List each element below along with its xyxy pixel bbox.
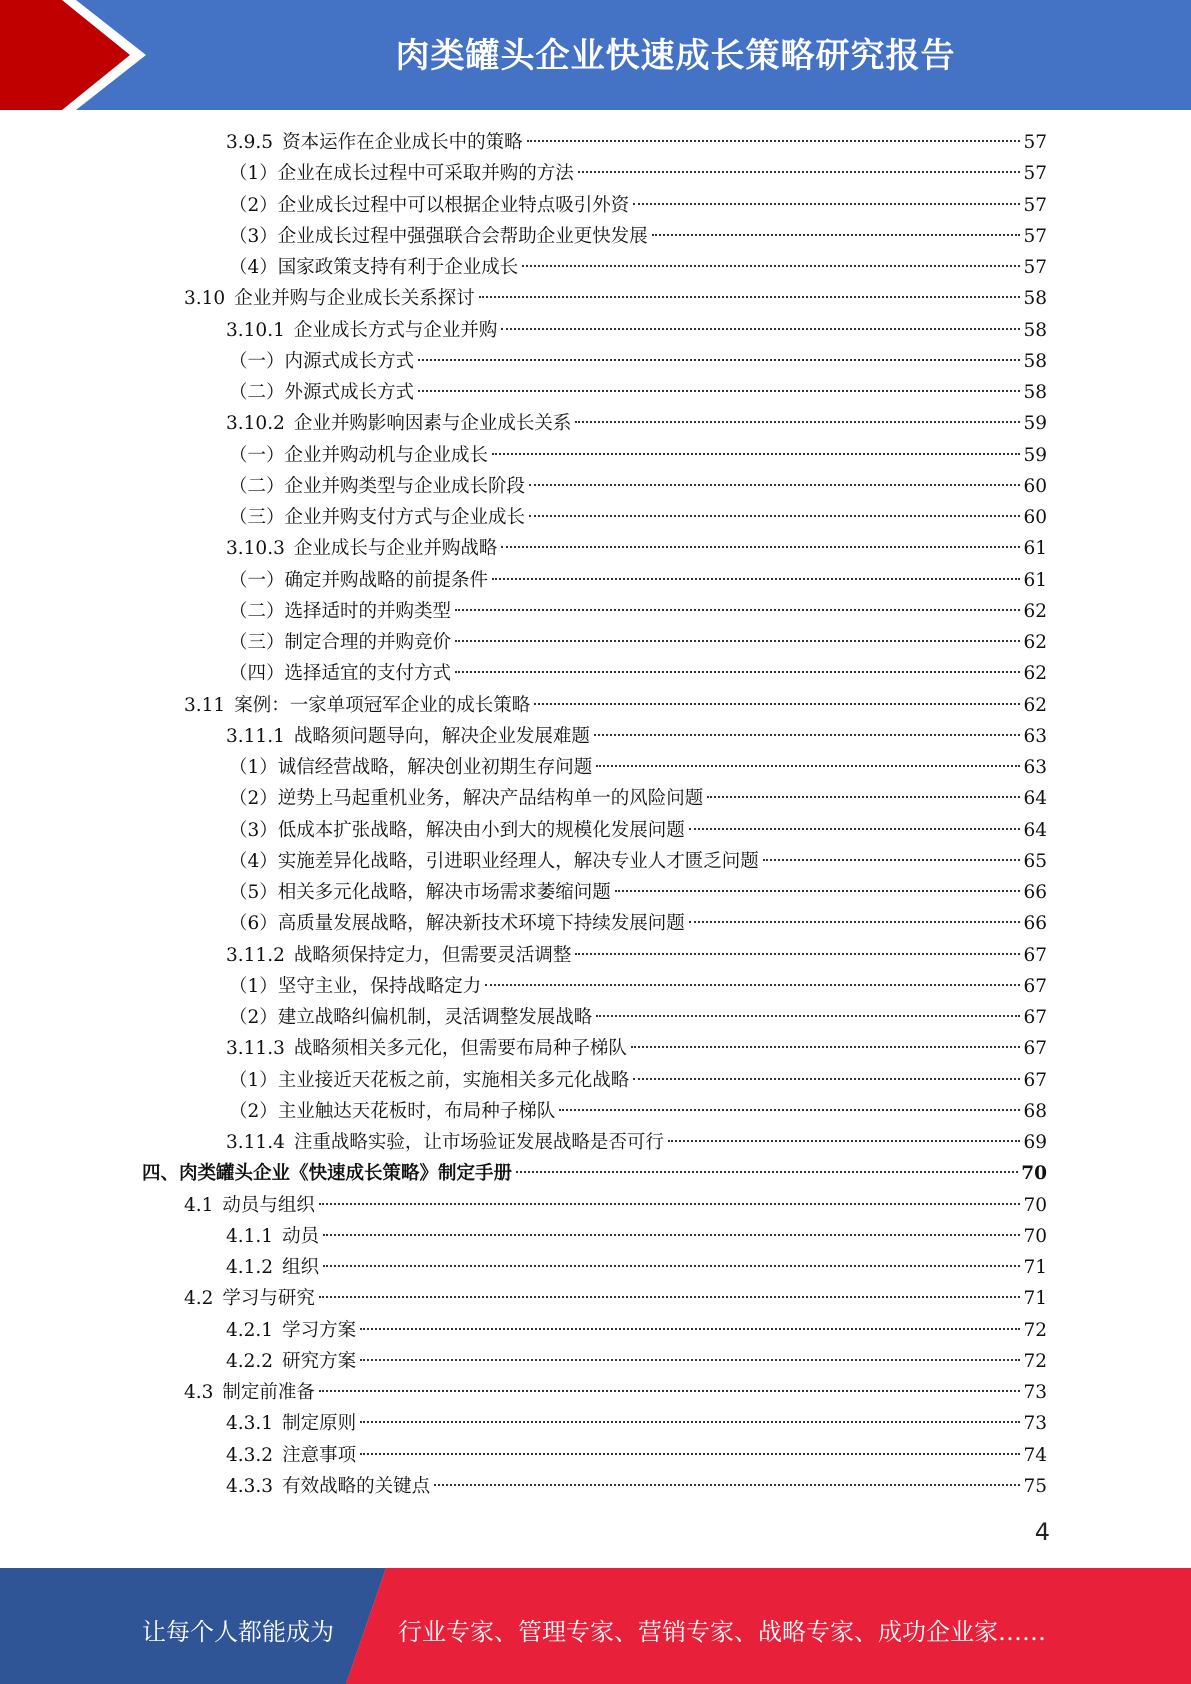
toc-entry-title: （3）低成本扩张战略，解决由小到大的规模化发展问题 (229, 819, 685, 841)
toc-dot-leader (559, 1109, 1020, 1111)
toc-entry-page: 58 (1023, 319, 1047, 341)
toc-dot-leader (689, 921, 1021, 923)
toc-entry[interactable] (229, 1066, 1047, 1096)
toc-entry-number: 4.2.2 (226, 1350, 274, 1372)
toc-dot-leader (418, 390, 1020, 392)
toc-entry-page: 60 (1023, 475, 1047, 497)
toc-dot-leader (516, 1171, 1018, 1173)
toc-entry[interactable] (226, 1409, 1047, 1439)
toc-entry-number: 4.3.1 (226, 1413, 274, 1435)
toc-entry-title: 资本运作在企业成长中的策略 (282, 132, 523, 153)
toc-entry-title: （5）相关多元化战略，解决市场需求萎缩问题 (229, 882, 611, 903)
toc-dot-leader (522, 265, 1020, 267)
toc-entry-title: 战略须问题导向，解决企业发展难题 (293, 725, 590, 747)
toc-entry-title: 组织 (282, 1257, 320, 1278)
toc-entry-number: 4.3 (184, 1382, 214, 1403)
toc-entry[interactable] (229, 878, 1047, 908)
toc-entry[interactable] (229, 1097, 1047, 1127)
toc-entry-page: 71 (1023, 1288, 1047, 1310)
toc-entry[interactable] (229, 597, 1047, 627)
toc-dot-leader (434, 1484, 1020, 1486)
toc-entry-title: 企业成长方式与企业并购 (293, 319, 498, 341)
toc-entry-title: （4）国家政策支持有利于企业成长 (229, 257, 519, 278)
toc-entry-number: 4.1 (184, 1194, 214, 1216)
toc-entry-title: （2）企业成长过程中可以根据企业特点吸引外资 (229, 194, 630, 216)
toc-dot-leader (492, 453, 1020, 455)
toc-dot-leader (575, 421, 1020, 423)
toc-entry-number: 3.11.2 (226, 944, 285, 966)
page-number: 4 (1034, 1518, 1050, 1546)
toc-entry-title: （2）逆势上马起重机业务，解决产品结构单一的风险问题 (229, 788, 704, 810)
toc-entry-number: 3.11.1 (226, 725, 285, 747)
toc-entry-number: 4.2.1 (226, 1319, 274, 1341)
toc-entry[interactable] (229, 472, 1047, 502)
toc-entry-number: 4.3.2 (226, 1444, 274, 1466)
toc-dot-leader (527, 140, 1021, 142)
toc-dot-leader (360, 1421, 1020, 1423)
toc-entry-page: 75 (1023, 1475, 1047, 1497)
toc-dot-leader (360, 1328, 1020, 1330)
toc-dot-leader (633, 203, 1020, 205)
toc-entry[interactable] (226, 128, 1047, 158)
toc-entry-page: 62 (1023, 694, 1047, 716)
toc-entry-page: 57 (1023, 225, 1047, 247)
toc-dot-leader (319, 1390, 1021, 1392)
toc-dot-leader (631, 1046, 1021, 1048)
toc-entry[interactable] (226, 1472, 1047, 1502)
toc-dot-leader (633, 1078, 1020, 1080)
toc-entry-page: 58 (1023, 288, 1047, 310)
toc-entry-page: 57 (1023, 163, 1047, 185)
toc-entry[interactable] (226, 1441, 1047, 1471)
toc-entry[interactable] (226, 534, 1047, 564)
toc-dot-leader (485, 984, 1020, 986)
toc-entry-number: 3.11 (184, 694, 226, 716)
toc-dot-leader (501, 328, 1020, 330)
toc-dot-leader (596, 1015, 1020, 1017)
toc-entry-number: 3.10.2 (226, 413, 285, 435)
toc-entry-title: 案例：一家单项冠军企业的成长策略 (234, 694, 531, 716)
toc-entry[interactable] (184, 1378, 1047, 1408)
toc-entry-page: 67 (1023, 975, 1047, 997)
toc-entry-page: 62 (1023, 632, 1047, 653)
toc-entry-number: 3.11.3 (226, 1038, 285, 1060)
toc-entry[interactable] (229, 159, 1047, 189)
toc-entry-title: （3）企业成长过程中强强联合会帮助企业更快发展 (229, 225, 648, 247)
report-title: 肉类罐头企业快速成长策略研究报告 (395, 36, 956, 76)
toc-dot-leader (479, 296, 1021, 298)
toc-entry-number: 3.10.1 (226, 319, 285, 341)
toc-entry-title: （一）内源式成长方式 (229, 350, 415, 372)
toc-dot-leader (323, 1265, 1020, 1267)
toc-dot-leader (319, 1296, 1021, 1298)
toc-entry-title: 学习方案 (282, 1319, 357, 1341)
toc-entry-page: 73 (1023, 1413, 1047, 1435)
toc-entry-title: 注意事项 (282, 1444, 357, 1466)
toc-entry-title: （二）企业并购类型与企业成长阶段 (229, 475, 526, 497)
toc-entry-title: 企业成长与企业并购战略 (293, 538, 498, 560)
toc-entry[interactable] (229, 222, 1047, 252)
toc-entry-title: （一）企业并购动机与企业成长 (229, 444, 489, 466)
toc-entry-title: 四、肉类罐头企业《快速成长策略》制定手册 (142, 1163, 513, 1185)
toc-dot-leader (529, 515, 1020, 517)
toc-entry[interactable] (142, 1159, 1047, 1189)
toc-entry[interactable] (184, 1191, 1047, 1221)
toc-entry-title: （6）高质量发展战略，解决新技术环境下持续发展问题 (229, 913, 685, 935)
toc-entry-page: 57 (1023, 132, 1047, 153)
toc-entry-page: 70 (1023, 1225, 1047, 1247)
toc-entry-title: （三）制定合理的并购竞价 (229, 632, 452, 653)
toc-dot-leader (596, 765, 1020, 767)
toc-entry[interactable] (229, 784, 1047, 814)
toc-entry-page: 57 (1023, 194, 1047, 216)
toc-entry-page: 64 (1023, 819, 1047, 841)
toc-entry[interactable] (229, 253, 1047, 283)
toc-entry-title: 有效战略的关键点 (282, 1475, 431, 1497)
toc-entry-page: 66 (1023, 882, 1047, 903)
toc-entry-page: 71 (1023, 1257, 1047, 1278)
toc-entry-page: 67 (1023, 1007, 1047, 1028)
footer-slogan-left: 让每个人都能成为 (142, 1618, 334, 1646)
toc-entry-page: 70 (1023, 1194, 1047, 1216)
toc-entry-number: 3.10 (184, 288, 226, 310)
toc-entry[interactable] (229, 909, 1047, 939)
toc-entry-page: 68 (1023, 1100, 1047, 1122)
toc-entry[interactable] (184, 1284, 1047, 1314)
toc-dot-leader (763, 859, 1021, 861)
footer-slogan-right: 行业专家、管理专家、营销专家、战略专家、成功企业家…… (398, 1618, 1046, 1646)
toc-entry[interactable] (229, 1003, 1047, 1033)
toc-entry-title: （一）确定并购战略的前提条件 (229, 569, 489, 591)
toc-entry[interactable] (229, 847, 1047, 877)
toc-entry-title: （1）坚守主业，保持战略定力 (229, 975, 482, 997)
toc-entry[interactable] (184, 691, 1047, 721)
toc-entry-page: 65 (1023, 850, 1047, 872)
toc-entry-title: 学习与研究 (222, 1288, 315, 1310)
toc-entry-page: 67 (1023, 1038, 1047, 1060)
toc-entry[interactable] (226, 316, 1047, 346)
toc-dot-leader (323, 1234, 1020, 1236)
toc-dot-leader (575, 953, 1020, 955)
toc-dot-leader (668, 1140, 1021, 1142)
toc-entry-page: 62 (1023, 600, 1047, 622)
toc-entry-title: 企业并购影响因素与企业成长关系 (293, 413, 572, 435)
toc-dot-leader (501, 546, 1020, 548)
toc-entry-title: 动员与组织 (222, 1194, 315, 1216)
toc-entry-title: （1）诚信经营战略，解决创业初期生存问题 (229, 757, 593, 778)
toc-entry-title: （二）外源式成长方式 (229, 382, 415, 403)
toc-dot-leader (319, 1203, 1021, 1205)
toc-entry-number: 4.1.1 (226, 1225, 274, 1247)
toc-entry[interactable] (226, 1128, 1047, 1158)
toc-entry-page: 69 (1023, 1132, 1047, 1153)
toc-entry-page: 64 (1023, 788, 1047, 810)
toc-entry-number: 3.9.5 (226, 132, 274, 153)
toc-entry[interactable] (226, 1253, 1047, 1283)
toc-dot-leader (492, 578, 1020, 580)
toc-entry-page: 62 (1023, 663, 1047, 685)
toc-entry[interactable] (229, 972, 1047, 1002)
toc-entry-title: （四）选择适宜的支付方式 (229, 663, 452, 685)
toc-entry-title: （2）主业触达天花板时，布局种子梯队 (229, 1100, 556, 1122)
toc-entry-title: （1）主业接近天花板之前，实施相关多元化战略 (229, 1069, 630, 1091)
toc-entry-page: 74 (1023, 1444, 1047, 1466)
toc-entry[interactable] (229, 659, 1047, 689)
toc-entry[interactable] (184, 284, 1047, 314)
toc-entry[interactable] (226, 1222, 1047, 1252)
toc-entry[interactable] (226, 1347, 1047, 1377)
toc-entry[interactable] (226, 941, 1047, 971)
toc-entry[interactable] (229, 378, 1047, 408)
toc-entry-title: （2）建立战略纠偏机制，灵活调整发展战略 (229, 1007, 593, 1028)
toc-entry-page: 72 (1023, 1319, 1047, 1341)
toc-dot-leader (455, 671, 1020, 673)
toc-dot-leader (360, 1453, 1020, 1455)
toc-entry-title: （二）选择适时的并购类型 (229, 600, 452, 622)
toc-entry-page: 61 (1023, 569, 1047, 591)
toc-entry-title: （1）企业在成长过程中可采取并购的方法 (229, 163, 574, 185)
page-header (0, 0, 1191, 110)
toc-dot-leader (455, 609, 1020, 611)
toc-dot-leader (578, 171, 1021, 173)
toc-dot-leader (594, 734, 1021, 736)
toc-entry[interactable] (229, 347, 1047, 377)
toc-dot-leader (529, 484, 1020, 486)
toc-entry-page: 70 (1021, 1163, 1047, 1185)
toc-entry-number: 3.11.4 (226, 1132, 285, 1153)
toc-entry-title: 注重战略实验，让市场验证发展战略是否可行 (293, 1132, 664, 1153)
toc-entry-title: 制定原则 (282, 1413, 357, 1435)
toc-dot-leader (652, 234, 1021, 236)
toc-entry[interactable] (226, 1316, 1047, 1346)
toc-entry-title: 战略须相关多元化，但需要布局种子梯队 (293, 1038, 627, 1060)
toc-entry-page: 67 (1023, 944, 1047, 966)
toc-entry[interactable] (229, 441, 1047, 471)
toc-entry-title: 动员 (282, 1225, 320, 1247)
toc-entry-page: 60 (1023, 507, 1047, 528)
toc-entry-title: 战略须保持定力，但需要灵活调整 (293, 944, 572, 966)
toc-entry-page: 59 (1023, 413, 1047, 435)
toc-entry-number: 3.10.3 (226, 538, 285, 560)
toc-dot-leader (360, 1359, 1020, 1361)
toc-entry[interactable] (229, 753, 1047, 783)
toc-entry[interactable] (229, 566, 1047, 596)
toc-entry-page: 57 (1023, 257, 1047, 278)
toc-entry-title: （三）企业并购支付方式与企业成长 (229, 507, 526, 528)
toc-entry[interactable] (226, 1034, 1047, 1064)
toc-entry-title: 研究方案 (282, 1350, 357, 1372)
toc-dot-leader (418, 359, 1020, 361)
toc-entry-page: 66 (1023, 913, 1047, 935)
toc-entry[interactable] (229, 628, 1047, 658)
toc-entry-number: 4.2 (184, 1288, 214, 1310)
toc-entry-page: 58 (1023, 350, 1047, 372)
toc-entry-title: 企业并购与企业成长关系探讨 (234, 288, 475, 310)
page-footer (0, 1568, 1191, 1684)
toc-dot-leader (615, 890, 1021, 892)
toc-entry-number: 4.3.3 (226, 1475, 274, 1497)
toc-entry-page: 63 (1023, 725, 1047, 747)
toc-dot-leader (455, 640, 1020, 642)
toc-dot-leader (707, 796, 1020, 798)
toc-entry-page: 61 (1023, 538, 1047, 560)
toc-entry-page: 67 (1023, 1069, 1047, 1091)
toc-entry-page: 63 (1023, 757, 1047, 778)
toc-entry[interactable] (226, 409, 1047, 439)
toc-entry-title: 制定前准备 (222, 1382, 315, 1403)
toc-entry-page: 59 (1023, 444, 1047, 466)
toc-entry-page: 72 (1023, 1350, 1047, 1372)
toc-entry[interactable] (229, 191, 1047, 221)
toc-entry-number: 4.1.2 (226, 1257, 274, 1278)
toc-entry[interactable] (226, 722, 1047, 752)
toc-entry-page: 73 (1023, 1382, 1047, 1403)
toc-entry[interactable] (229, 816, 1047, 846)
toc-entry-title: （4）实施差异化战略，引进职业经理人，解决专业人才匮乏问题 (229, 850, 759, 872)
toc-dot-leader (689, 828, 1021, 830)
toc-entry[interactable] (229, 503, 1047, 533)
toc-entry-page: 58 (1023, 382, 1047, 403)
toc-dot-leader (534, 703, 1020, 705)
header-arrow-decoration (0, 0, 160, 110)
